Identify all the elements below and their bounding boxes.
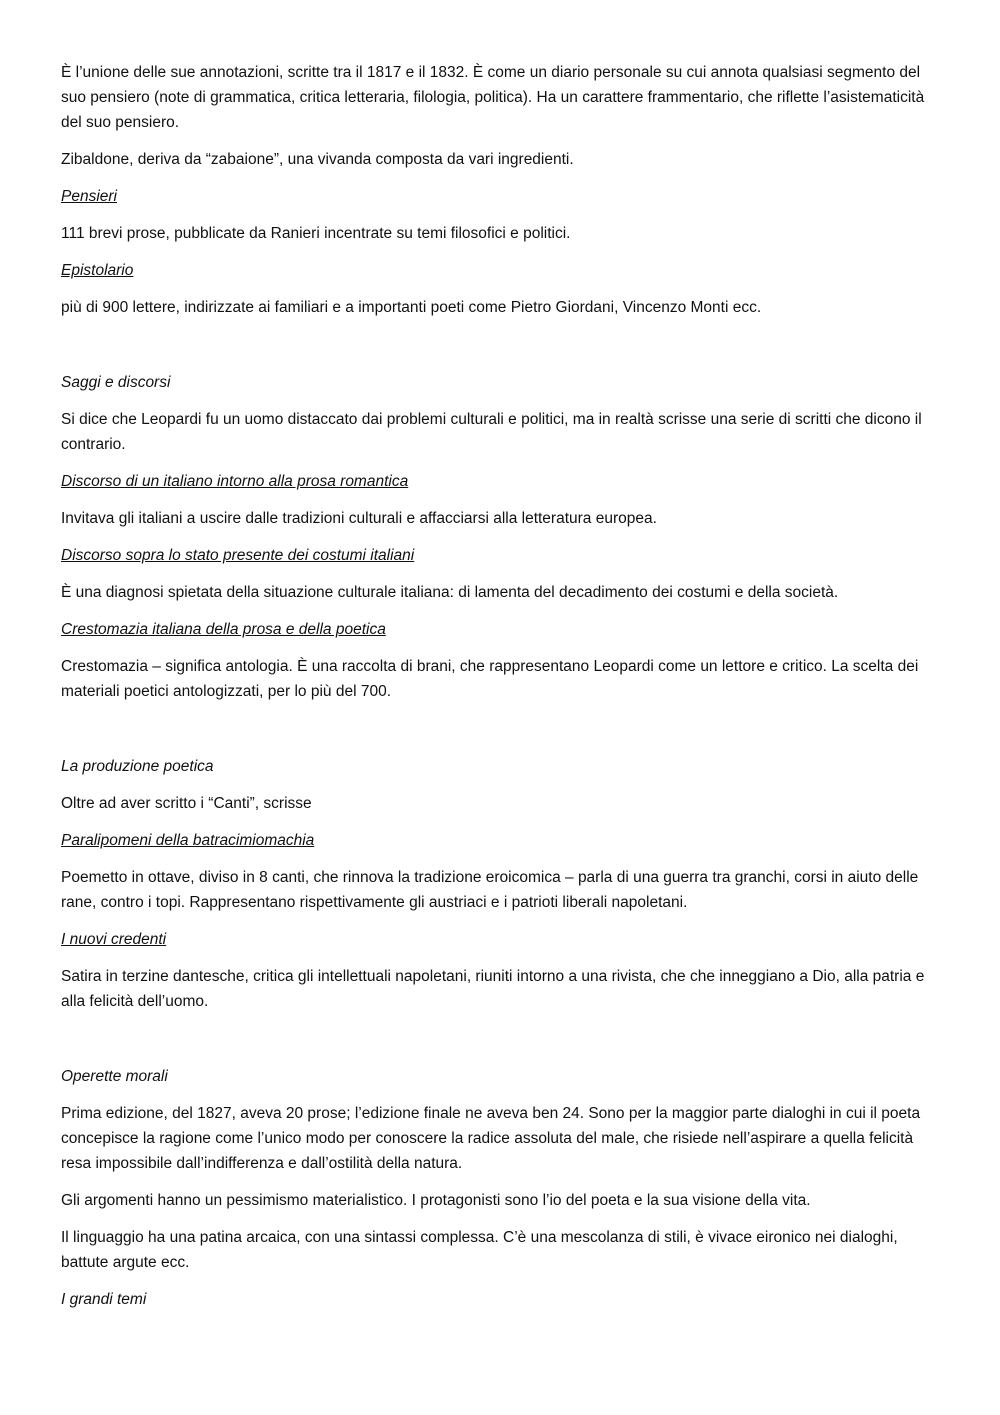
epistolario-paragraph: più di 900 lettere, indirizzate ai familiari e a importanti poeti come Pietro Giordani, Vincenzo Monti ecc. xyxy=(61,299,762,316)
produzione-section-heading: La produzione poetica xyxy=(61,758,214,775)
discorso-costumi-heading: Discorso sopra lo stato presente dei costumi italiani xyxy=(61,547,415,564)
saggi-paragraph: Si dice che Leopardi fu un uomo distaccato dai problemi culturali e politici, ma in realtà scrisse una serie di scritti che dicono il contrario. xyxy=(61,411,922,453)
grandi-temi-heading: I grandi temi xyxy=(61,1291,147,1308)
pensieri-heading: Pensieri xyxy=(61,188,117,205)
section-spacer xyxy=(61,1026,941,1064)
operette-paragraph-3: Il linguaggio ha una patina arcaica, con una sintassi complessa. C’è una mescolanza di stili, è vivace eironico nei dialoghi, battute argute ecc. xyxy=(61,1229,898,1271)
pensieri-paragraph: 111 brevi prose, pubblicate da Ranieri incentrate su temi filosofici e politici. xyxy=(61,225,571,242)
operette-section-heading: Operette morali xyxy=(61,1068,168,1085)
discorso-costumi-paragraph: È una diagnosi spietata della situazione culturale italiana: di lamenta del decadimento dei costumi e della società. xyxy=(61,584,839,601)
document-page xyxy=(61,60,941,1324)
produzione-paragraph: Oltre ad aver scritto i “Canti”, scrisse xyxy=(61,795,312,812)
operette-paragraph-1: Prima edizione, del 1827, aveva 20 prose; l’edizione finale ne aveva ben 24. Sono per la maggior parte dialoghi in cui il poeta concepisce la ragione come l’unico modo per conoscere la radice assoluta del male, che risiede nell’aspirare a quella felicità resa impossibile dall’indifferenza e dall’ostilità della natura. xyxy=(61,1105,921,1172)
zibaldone-etymology-paragraph: Zibaldone, deriva da “zabaione”, una vivanda composta da vari ingredienti. xyxy=(61,151,574,168)
zibaldone-intro-paragraph: È l’unione delle sue annotazioni, scritte tra il 1817 e il 1832. È come un diario personale su cui annota qualsiasi segmento del suo pensiero (note di grammatica, critica letteraria, filologia, politica). Ha un carattere frammentario, che riflette l’asistematicità del suo pensiero. xyxy=(61,64,925,131)
nuovi-credenti-paragraph: Satira in terzine dantesche, critica gli intellettuali napoletani, riuniti intorno a una rivista, che che inneggiano a Dio, alla patria e alla felicità dell’uomo. xyxy=(61,968,925,1010)
crestomazia-paragraph: Crestomazia – significa antologia. È una raccolta di brani, che rappresentano Leopardi come un lettore e critico. La scelta dei materiali poetici antologizzati, per lo più del 700. xyxy=(61,658,919,700)
crestomazia-heading: Crestomazia italiana della prosa e della poetica xyxy=(61,621,386,638)
section-spacer xyxy=(61,332,941,370)
paralipomeni-paragraph: Poemetto in ottave, diviso in 8 canti, che rinnova la tradizione eroicomica – parla di una guerra tra granchi, corsi in aiuto delle rane, contro i topi. Rappresentano rispettivamente gli austriaci e i patrioti liberali napoletani. xyxy=(61,869,919,911)
discorso-prosa-paragraph: Invitava gli italiani a uscire dalle tradizioni culturali e affacciarsi alla letteratura europea. xyxy=(61,510,657,527)
operette-paragraph-2: Gli argomenti hanno un pessimismo materialistico. I protagonisti sono l’io del poeta e la sua visione della vita. xyxy=(61,1192,811,1209)
discorso-prosa-heading: Discorso di un italiano intorno alla prosa romantica xyxy=(61,473,409,490)
saggi-section-heading: Saggi e discorsi xyxy=(61,374,171,391)
section-spacer xyxy=(61,716,941,754)
paralipomeni-heading: Paralipomeni della batracimiomachia xyxy=(61,832,315,849)
epistolario-heading: Epistolario xyxy=(61,262,134,279)
nuovi-credenti-heading: I nuovi credenti xyxy=(61,931,167,948)
